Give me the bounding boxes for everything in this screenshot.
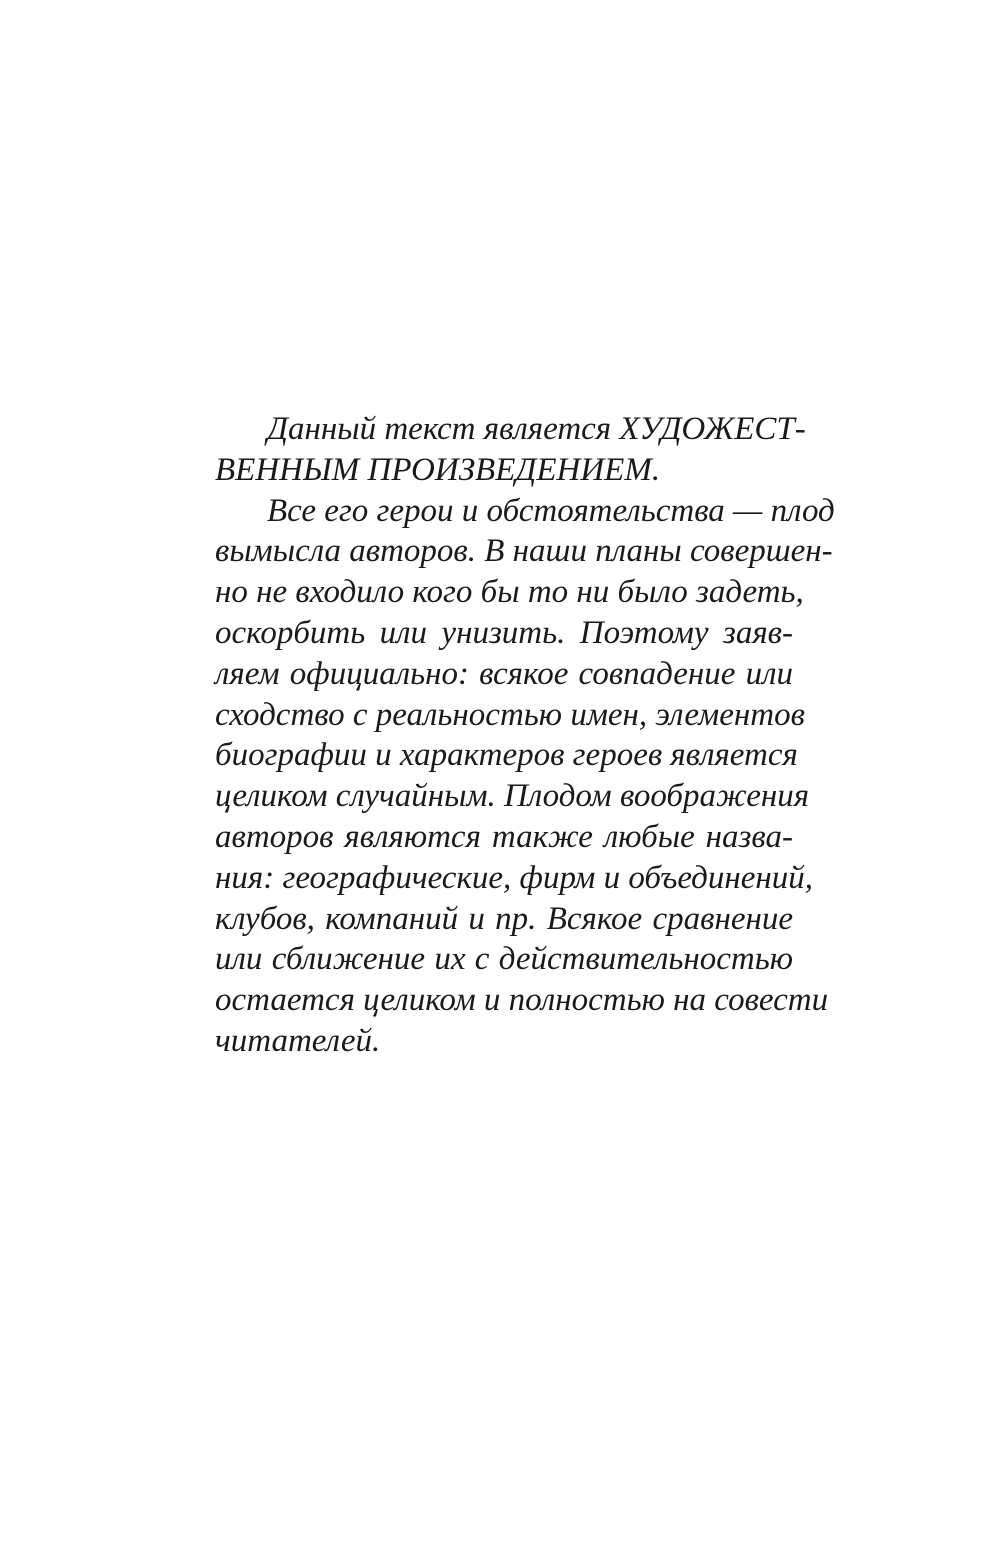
disclaimer-line-12: ния: географические, фирм и объединений, xyxy=(215,859,813,896)
disclaimer-line-4: вымысла авторов. В наши планы совершен- xyxy=(215,533,833,570)
disclaimer-line-14: или сближение их с действительностью xyxy=(215,941,793,978)
disclaimer-line-2: ВЕННЫМ ПРОИЗВЕДЕНИЕМ. xyxy=(215,451,661,488)
disclaimer-line-9: биографии и характеров героев является xyxy=(215,737,798,774)
disclaimer-text xyxy=(215,409,835,1062)
disclaimer-line-1: Данный текст является ХУДОЖЕСТ- xyxy=(267,411,806,447)
disclaimer-line-8: сходство с реальностью имен, элементов xyxy=(215,696,805,733)
disclaimer-line-3: Все его герои и обстоятельства — плод xyxy=(267,492,835,529)
disclaimer-line-13: клубов, компаний и пр. Всякое сравнение xyxy=(215,900,793,937)
disclaimer-line-7: ляем официально: всякое совпадение или xyxy=(215,655,793,692)
disclaimer-line-10: целиком случайным. Плодом воображения xyxy=(215,778,810,815)
disclaimer-line-11: авторов являются также любые назва- xyxy=(215,818,793,855)
disclaimer-line-5: но не входило кого бы то ни было задеть, xyxy=(215,574,804,611)
disclaimer-line-6: оскорбить или унизить. Поэтому заяв- xyxy=(215,614,793,651)
disclaimer-line-16: читателей. xyxy=(215,1022,381,1059)
disclaimer-line-15: остается целиком и полностью на совести xyxy=(215,982,829,1019)
